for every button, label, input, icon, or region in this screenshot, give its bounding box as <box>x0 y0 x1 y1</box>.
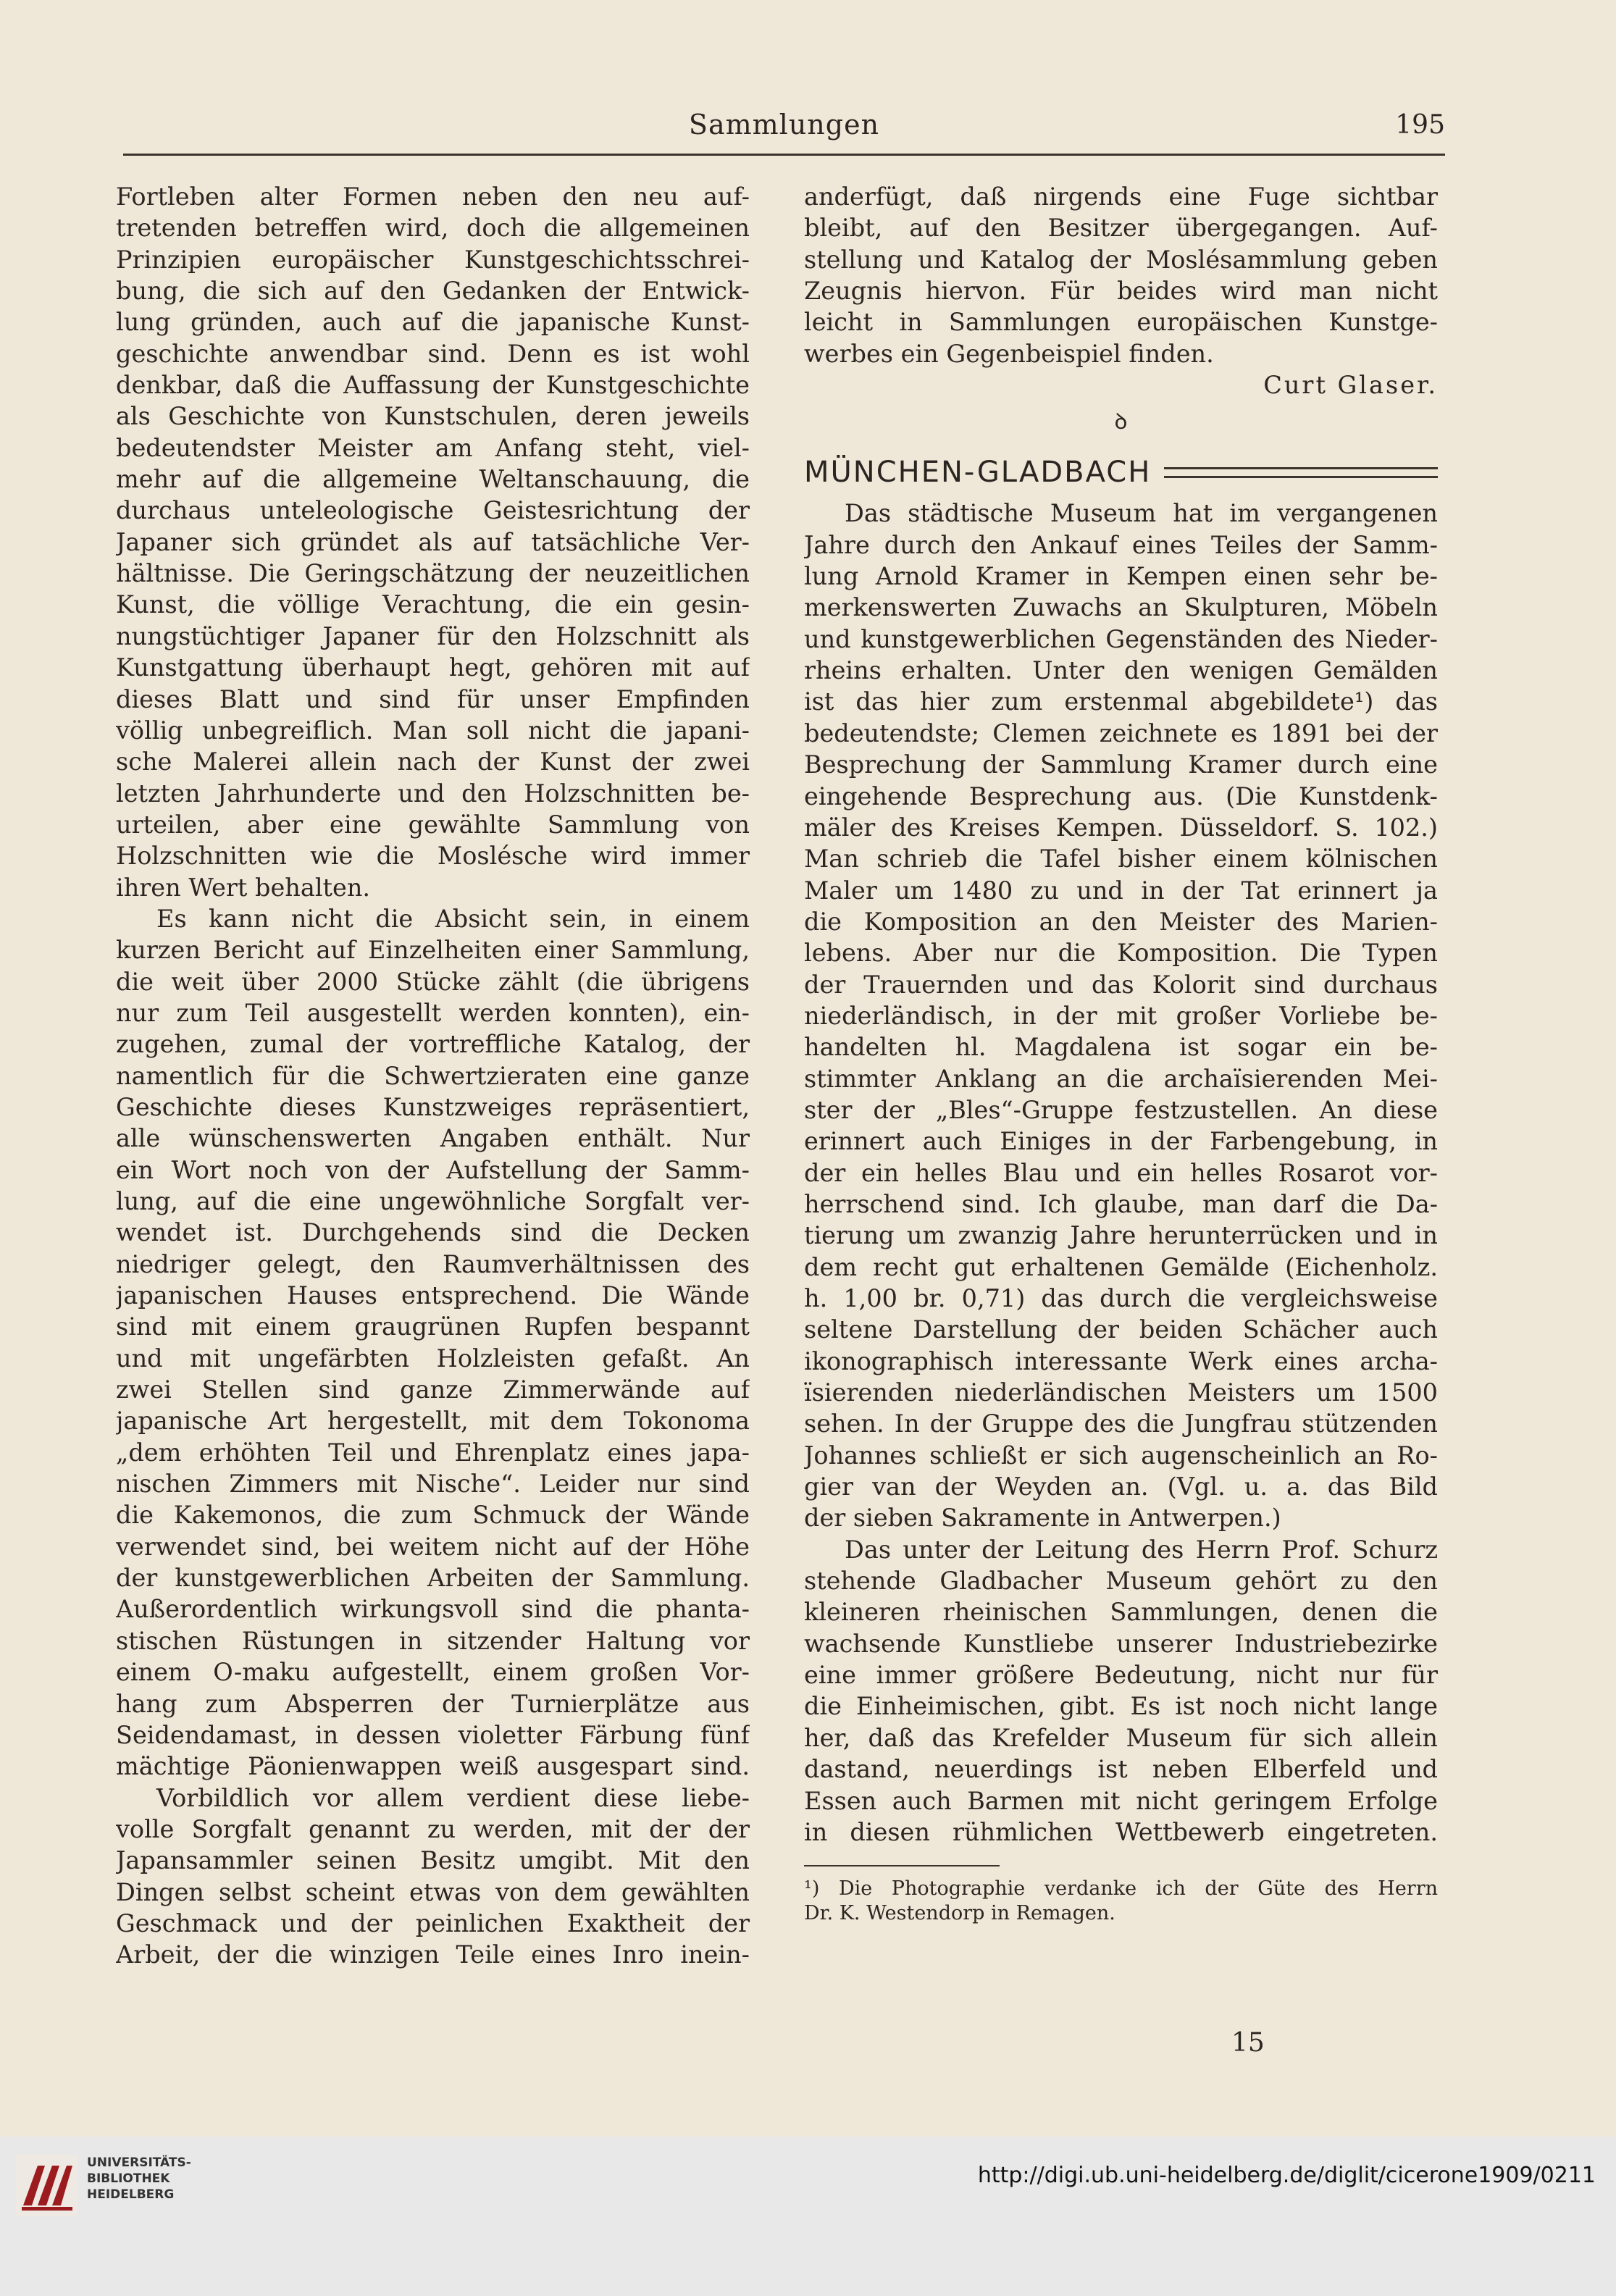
university-library-logo-icon <box>16 2155 78 2216</box>
footnote-line: Dr. K. Westendorp in Remagen. <box>804 1902 1115 1925</box>
page-number: 195 <box>1395 110 1445 140</box>
text-line: der Trauernden und das Kolorit sind durchaus <box>804 970 1438 999</box>
text-line: geschichte anwendbar sind. Denn es ist wohl <box>116 339 750 368</box>
library-name-line: HEIDELBERG <box>87 2187 175 2202</box>
text-line: dem recht gut erhaltenen Gemälde (Eichenholz. <box>804 1252 1438 1281</box>
text-line: zwei Stellen sind ganze Zimmerwände auf <box>116 1375 750 1404</box>
text-line: merkenswerten Zuwachs an Skulpturen, Möbeln <box>804 593 1438 622</box>
text-line: lung, auf die eine ungewöhnliche Sorgfalt ver- <box>116 1187 750 1215</box>
text-line: volle Sorgfalt genannt zu werden, mit der der <box>116 1814 750 1843</box>
article-ending <box>804 181 1438 369</box>
text-line: mäler des Kreises Kempen. Düsseldorf. S. 102.) <box>804 813 1438 842</box>
text-line: sind mit einem graugrünen Rupfen bespannt <box>116 1312 750 1341</box>
text-line: japanische Art hergestellt, mit dem Tokonoma <box>116 1407 750 1436</box>
text-line: stehende Gladbacher Museum gehört zu den <box>804 1567 1438 1596</box>
author-signature: Curt Glaser. <box>1263 371 1438 400</box>
text-line: Es kann nicht die Absicht sein, in einem <box>156 904 750 933</box>
text-line: die Kakemonos, die zum Schmuck der Wände <box>116 1501 750 1530</box>
text-line: in diesen rühmlichen Wettbewerb eingetreten. <box>804 1817 1438 1846</box>
text-line: zugehen, zumal der vortreffliche Katalog, der <box>116 1030 750 1059</box>
text-line: Zeugnis hiervon. Für beides wird man nicht <box>804 277 1438 306</box>
text-line: ster der „Bles“-Gruppe festzustellen. An diese <box>804 1095 1438 1124</box>
text-line: bedeutendste; Clemen zeichnete es 1891 bei der <box>804 718 1438 747</box>
text-line: Fortleben alter Formen neben den neu auf- <box>116 183 750 211</box>
text-line: einem O-maku aufgestellt, einem großen Vor- <box>116 1658 750 1687</box>
digitization-footer <box>0 2137 1616 2296</box>
text-line: tretenden betreffen wird, doch die allgemeinen <box>116 214 750 243</box>
text-line: wendet ist. Durchgehends sind die Decken <box>116 1218 750 1247</box>
header-rule <box>123 154 1445 156</box>
right-text-column <box>804 181 1438 1926</box>
text-line: namentlich für die Schwertzieraten eine ganze <box>116 1061 750 1090</box>
text-line: Geschmack und der peinlichen Exaktheit der <box>116 1909 750 1937</box>
text-line: Arbeit, der die winzigen Teile eines Inro inein- <box>116 1940 750 1969</box>
text-line: anderfügt, daß nirgends eine Fuge sichtbar <box>804 183 1438 211</box>
text-line: verwendet sind, bei weitem nicht auf der Höhe <box>116 1532 750 1561</box>
footnote-rule <box>804 1865 1000 1866</box>
text-line: nischen Zimmers mit Nische“. Leider nur sind <box>116 1470 750 1499</box>
text-line: Vorbildlich vor allem verdient diese liebe- <box>156 1783 750 1812</box>
text-line: eine immer größere Bedeutung, nicht nur für <box>804 1661 1438 1690</box>
section-body <box>804 498 1438 1848</box>
left-text-column <box>116 181 750 1971</box>
text-line: dastand, neuerdings ist neben Elberfeld und <box>804 1755 1438 1784</box>
text-line: völlig unbegreiflich. Man soll nicht die japani- <box>116 716 750 745</box>
section-separator-ornament: ꝺ <box>1114 409 1128 435</box>
heading-double-rule <box>1164 467 1438 478</box>
text-line: sche Malerei allein nach der Kunst der zwei <box>116 747 750 776</box>
text-line: tierung um zwanzig Jahre herunterrücken und in <box>804 1221 1438 1250</box>
text-line: nur zum Teil ausgestellt werden konnten), ein- <box>116 998 750 1027</box>
text-line: nungstüchtiger Japaner für den Holzschnitt als <box>116 621 750 650</box>
text-line: bedeutendster Meister am Anfang steht, viel- <box>116 433 750 462</box>
text-line: Kunst, die völlige Verachtung, die ein gesin- <box>116 590 750 619</box>
library-name-line: UNIVERSITÄTS- <box>87 2155 191 2170</box>
printer-signature-mark: 15 <box>1231 2028 1265 2058</box>
text-line: der sieben Sakramente in Antwerpen.) <box>804 1504 1281 1533</box>
text-line: Seidendamast, in dessen violetter Färbung fünf <box>116 1720 750 1749</box>
text-line: Prinzipien europäischer Kunstgeschichtsschrei- <box>116 245 750 274</box>
text-line: mehr auf die allgemeine Weltanschauung, die <box>116 465 750 494</box>
footnotes <box>804 1877 1438 1926</box>
text-line: durchaus unteleologische Geistesrichtung der <box>116 496 750 525</box>
text-line: kurzen Bericht auf Einzelheiten einer Sammlung, <box>116 936 750 965</box>
text-line: alle wünschenswerten Angaben enthält. Nur <box>116 1124 750 1153</box>
text-line: die Komposition an den Meister des Marien- <box>804 907 1438 936</box>
text-line: letzten Jahrhunderte und den Holzschnitten be- <box>116 779 750 808</box>
text-line: her, daß das Krefelder Museum für sich allein <box>804 1723 1438 1752</box>
text-line: dieses Blatt und sind für unser Empfinden <box>116 684 750 713</box>
source-url-link[interactable]: http://digi.ub.uni-heidelberg.de/diglit/cicerone1909/0211 <box>977 2163 1596 2188</box>
text-line: Johannes schließt er sich augenscheinlich an Ro- <box>804 1441 1438 1470</box>
text-line: als Geschichte von Kunstschulen, deren jeweils <box>116 402 750 431</box>
text-line: „dem erhöhten Teil und Ehrenplatz eines japa- <box>116 1438 750 1467</box>
text-line: seltene Darstellung der beiden Schächer auch <box>804 1315 1438 1344</box>
text-line: niedriger gelegt, den Raumverhältnissen des <box>116 1249 750 1278</box>
text-line: hang zum Absperren der Turnierplätze aus <box>116 1689 750 1718</box>
text-line: leicht in Sammlungen europäischen Kunstge- <box>804 308 1438 337</box>
text-line: sehen. In der Gruppe des die Jungfrau stützenden <box>804 1409 1438 1438</box>
text-line: die Einheimischen, gibt. Es ist noch nicht lange <box>804 1692 1438 1721</box>
text-line: Man schrieb die Tafel bisher einem kölnischen <box>804 845 1438 873</box>
text-line: h. 1,00 br. 0,71) das durch die vergleichsweise <box>804 1284 1438 1312</box>
text-line: ikonographisch interessante Werk eines archa- <box>804 1346 1438 1375</box>
text-line: Besprechung der Sammlung Kramer durch eine <box>804 750 1438 779</box>
footnote-line: ¹) Die Photographie verdanke ich der Güte des Herrn <box>804 1877 1438 1901</box>
text-line: stimmter Anklang an die archaïsierenden Mei- <box>804 1064 1438 1093</box>
text-line: lebens. Aber nur die Komposition. Die Typen <box>804 939 1438 968</box>
text-line: Essen auch Barmen mit nicht geringem Erfolge <box>804 1786 1438 1815</box>
text-line: ist das hier zum erstenmal abgebildete¹) das <box>804 687 1438 716</box>
running-title: Sammlungen <box>688 109 880 141</box>
text-line: hältnisse. Die Geringschätzung der neuzeitlichen <box>116 559 750 588</box>
text-line: rheins erhalten. Unter den wenigen Gemälden <box>804 656 1438 685</box>
text-line: herrschend sind. Ich glaube, man darf die Da- <box>804 1189 1438 1218</box>
section-title: MÜNCHEN-GLADBACH <box>804 456 1152 490</box>
text-line: erinnert auch Einiges in der Farbengebung, in <box>804 1127 1438 1156</box>
text-line: stellung und Katalog der Moslésammlung geben <box>804 245 1438 274</box>
text-line: Dingen selbst scheint etwas von dem gewählten <box>116 1877 750 1906</box>
library-name <box>87 2155 191 2203</box>
text-line: der ein helles Blau und ein helles Rosarot vor- <box>804 1158 1438 1187</box>
text-line: ihren Wert behalten. <box>116 873 371 902</box>
text-line: ein Wort noch von der Aufstellung der Samm- <box>116 1155 750 1184</box>
text-line: ïsierenden niederländischen Meisters um 1500 <box>804 1378 1438 1407</box>
text-line: Das unter der Leitung des Herrn Prof. Schurz <box>845 1535 1438 1564</box>
text-line: Japaner sich gründet als auf tatsächliche Ver- <box>116 527 750 556</box>
text-line: Geschichte dieses Kunstzweiges repräsentiert, <box>116 1092 750 1121</box>
text-line: die weit über 2000 Stücke zählt (die übrigens <box>116 967 750 996</box>
text-line: Japansammler seinen Besitz umgibt. Mit den <box>116 1846 750 1875</box>
text-line: Das städtische Museum hat im vergangenen <box>845 499 1438 528</box>
text-line: werbes ein Gegenbeispiel finden. <box>804 339 1214 368</box>
text-line: Außerordentlich wirkungsvoll sind die phanta- <box>116 1595 750 1624</box>
text-line: urteilen, aber eine gewählte Sammlung von <box>116 810 750 839</box>
text-line: japanischen Hauses entsprechend. Die Wände <box>116 1281 750 1310</box>
text-line: Holzschnitten wie die Moslésche wird immer <box>116 842 750 871</box>
text-line: mächtige Päonienwappen weiß ausgespart sind. <box>116 1752 750 1781</box>
text-line: denkbar, daß die Auffassung der Kunstgeschichte <box>116 371 750 400</box>
text-line: niederländisch, in der mit großer Vorliebe be- <box>804 1001 1438 1030</box>
text-line: wachsende Kunstliebe unserer Industriebezirke <box>804 1629 1438 1658</box>
text-line: eingehende Besprechung aus. (Die Kunstdenk- <box>804 782 1438 810</box>
text-line: lung gründen, auch auf die japanische Kunst- <box>116 308 750 337</box>
text-line: bleibt, auf den Besitzer übergegangen. Auf- <box>804 214 1438 243</box>
library-name-line: BIBLIOTHEK <box>87 2171 170 2186</box>
text-line: und kunstgewerblichen Gegenständen des Nieder- <box>804 624 1438 653</box>
text-line: handelten hl. Magdalena ist sogar ein be- <box>804 1033 1438 1062</box>
text-line: bung, die sich auf den Gedanken der Entwick- <box>116 277 750 306</box>
text-line: lung Arnold Kramer in Kempen einen sehr be- <box>804 562 1438 591</box>
text-line: der kunstgewerblichen Arbeiten der Sammlung. <box>116 1564 750 1593</box>
text-line: kleineren rheinischen Sammlungen, denen die <box>804 1598 1438 1627</box>
text-line: und mit ungefärbten Holzleisten gefaßt. An <box>116 1344 750 1373</box>
section-heading <box>804 450 1438 495</box>
text-line: Maler um 1480 zu und in der Tat erinnert ja <box>804 876 1438 905</box>
running-head <box>123 109 1445 145</box>
text-line: gier van der Weyden an. (Vgl. u. a. das Bild <box>804 1472 1438 1501</box>
text-line: Jahre durch den Ankauf eines Teiles der Samm- <box>804 530 1438 559</box>
text-line: Kunstgattung überhaupt hegt, gehören mit auf <box>116 653 750 682</box>
text-line: stischen Rüstungen in sitzender Haltung vor <box>116 1626 750 1655</box>
